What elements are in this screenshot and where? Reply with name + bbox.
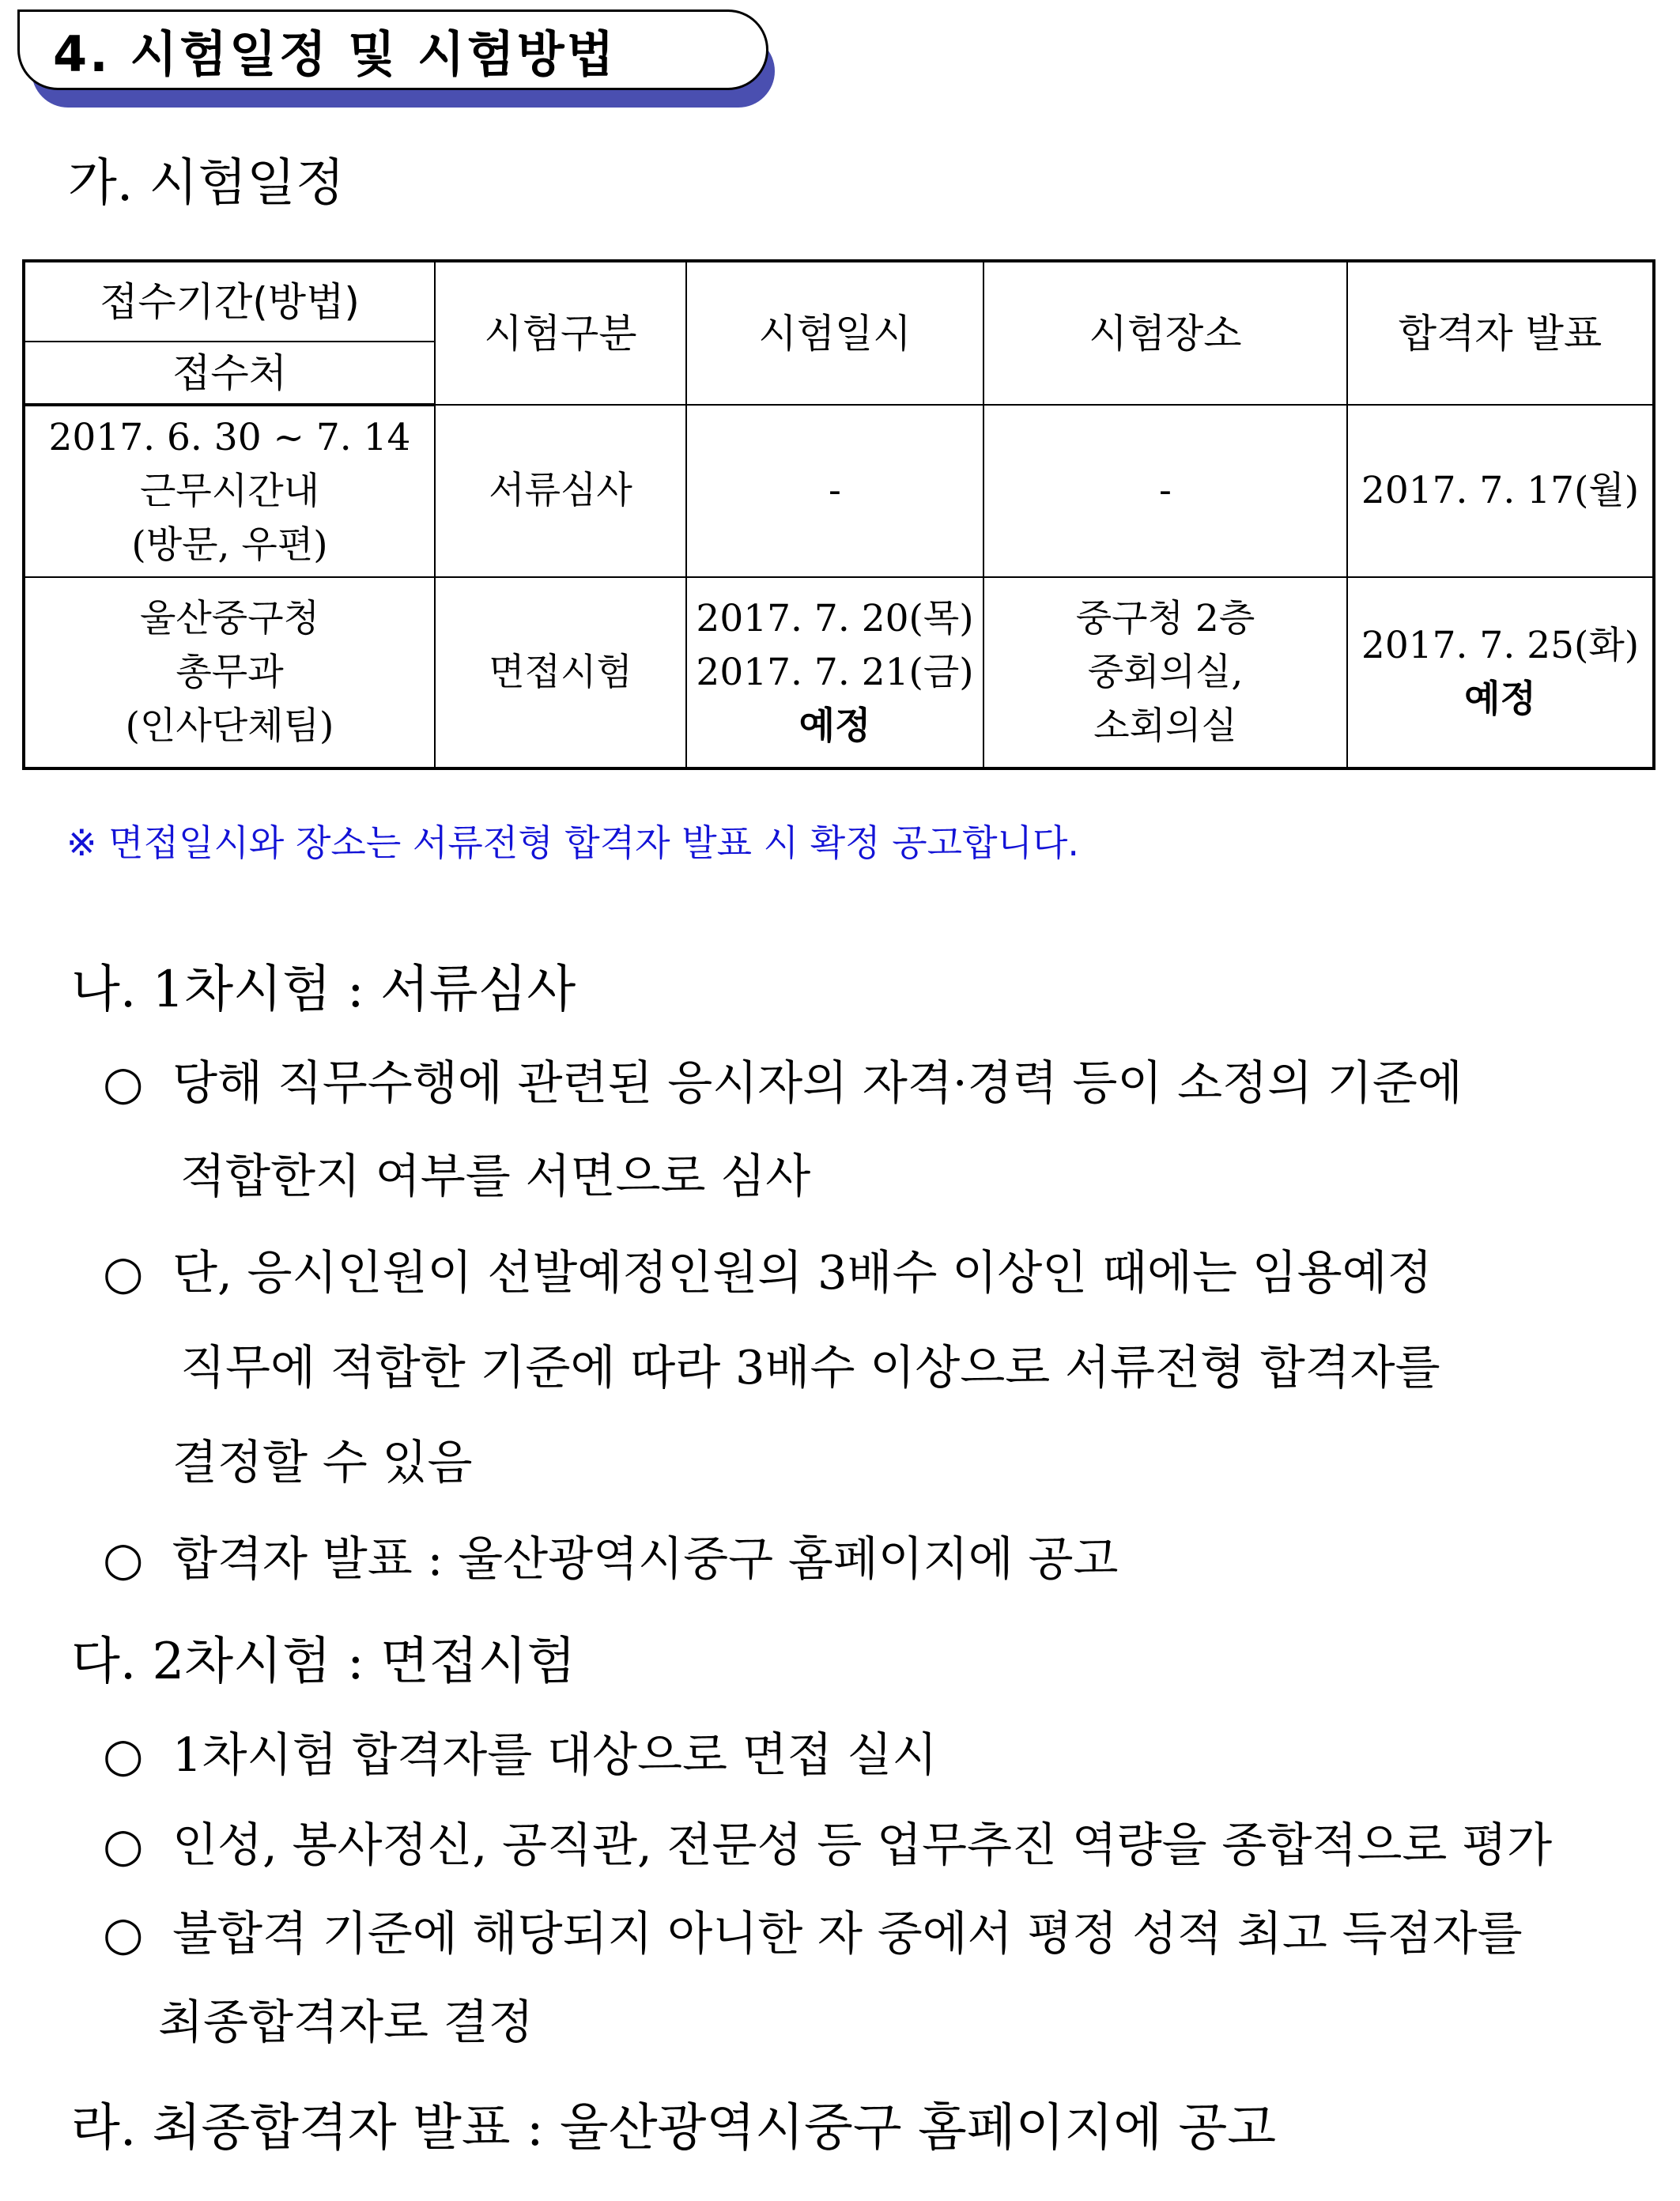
row1-period-line1: 2017. 6. 30 ~ 7. 14: [48, 415, 411, 459]
row2-place-line3: 소회의실: [1093, 704, 1237, 748]
bullet-item: [103, 1521, 1119, 1588]
header-datetime: 시험일시: [686, 261, 983, 405]
row2-announce-line2: 예정: [1464, 677, 1536, 721]
bullet-item: [103, 1896, 1523, 1963]
schedule-note: ※ 면접일시와 장소는 서류전형 합격자 발표 시 확정 공고합니다.: [66, 821, 1080, 864]
table-row: [24, 405, 1654, 577]
row2-office-line3: (인사단체팀): [125, 704, 334, 748]
row2-announce: [1347, 577, 1654, 768]
c-item3-line1: 불합격 기준에 해당되지 아니한 자 중에서 평정 성적 최고 득점자를: [172, 1906, 1523, 1961]
bullet-continuation: 직무에 적합한 기준에 따라 3배수 이상으로 서류전형 합격자를: [180, 1340, 1440, 1395]
bullet-circle-icon: ○: [103, 1906, 144, 1961]
row1-place: -: [983, 405, 1347, 577]
subsection-d-title: 라. 최종합격자 발표 : 울산광역시중구 홈페이지에 공고: [71, 2099, 1277, 2158]
row2-office: [24, 577, 435, 768]
row2-office-line2: 총무과: [176, 650, 284, 694]
bullet-circle-icon: ○: [103, 1531, 144, 1586]
subsection-c-title: 다. 2차시험 : 면접시험: [71, 1633, 576, 1691]
bullet-continuation: 결정할 수 있음: [172, 1435, 473, 1489]
table-row: [24, 577, 1654, 768]
header-category: 시험구분: [435, 261, 686, 405]
bullet-item: [103, 1045, 1463, 1112]
row1-period-line3: (방문, 우편): [131, 523, 328, 567]
row2-datetime: [686, 577, 983, 768]
schedule-table: [22, 259, 1655, 770]
bullet-circle-icon: ○: [103, 1818, 144, 1872]
b-item3: 합격자 발표 : 울산광역시중구 홈페이지에 공고: [172, 1531, 1119, 1586]
subsection-a-title: 가. 시험일정: [68, 154, 345, 213]
b-item1-line1: 당해 직무수행에 관련된 응시자의 자격·경력 등이 소정의 기준에: [172, 1055, 1463, 1110]
row2-place-line1: 중구청 2층: [1075, 596, 1255, 640]
row2-datetime-line3: 예정: [798, 704, 871, 748]
row1-period: [24, 405, 435, 577]
row2-place-line2: 중회의실,: [1087, 650, 1244, 694]
bullet-continuation: 적합한지 여부를 서면으로 심사: [180, 1149, 811, 1203]
bullet-item: [103, 1235, 1433, 1302]
bullet-circle-icon: ○: [103, 1055, 144, 1110]
c-item1: 1차시험 합격자를 대상으로 면접 실시: [172, 1727, 938, 1782]
row2-category: 면접시험: [435, 577, 686, 768]
header-place: 시험장소: [983, 261, 1347, 405]
section-title: 4. 시험일정 및 시험방법: [53, 25, 617, 83]
row1-category: 서류심사: [435, 405, 686, 577]
header-announce: 합격자 발표: [1347, 261, 1654, 405]
subsection-b-title: 나. 1차시험 : 서류심사: [71, 961, 576, 1019]
row2-place: [983, 577, 1347, 768]
row1-announce: 2017. 7. 17(월): [1347, 405, 1654, 577]
table-header-row-1: [24, 261, 1654, 342]
bullet-circle-icon: ○: [103, 1727, 144, 1782]
row2-datetime-line2: 2017. 7. 21(금): [696, 650, 974, 694]
c-item2: 인성, 봉사정신, 공직관, 전문성 등 업무추진 역량을 종합적으로 평가: [172, 1818, 1553, 1872]
row1-period-line2: 근무시간내: [139, 469, 319, 513]
bullet-continuation: 최종합격자로 결정: [158, 1995, 534, 2049]
row2-announce-line1: 2017. 7. 25(화): [1361, 623, 1640, 667]
bullet-circle-icon: ○: [103, 1245, 144, 1300]
row1-datetime: -: [686, 405, 983, 577]
row2-office-line1: 울산중구청: [139, 596, 319, 640]
header-office: 접수처: [24, 342, 435, 405]
section-banner: [17, 9, 768, 90]
row2-datetime-line1: 2017. 7. 20(목): [696, 596, 974, 640]
header-period: 접수기간(방법): [24, 261, 435, 342]
bullet-item: [103, 1717, 937, 1784]
bullet-item: [103, 1807, 1552, 1874]
b-item2-line1: 단, 응시인원이 선발예정인원의 3배수 이상인 때에는 임용예정: [172, 1245, 1433, 1300]
